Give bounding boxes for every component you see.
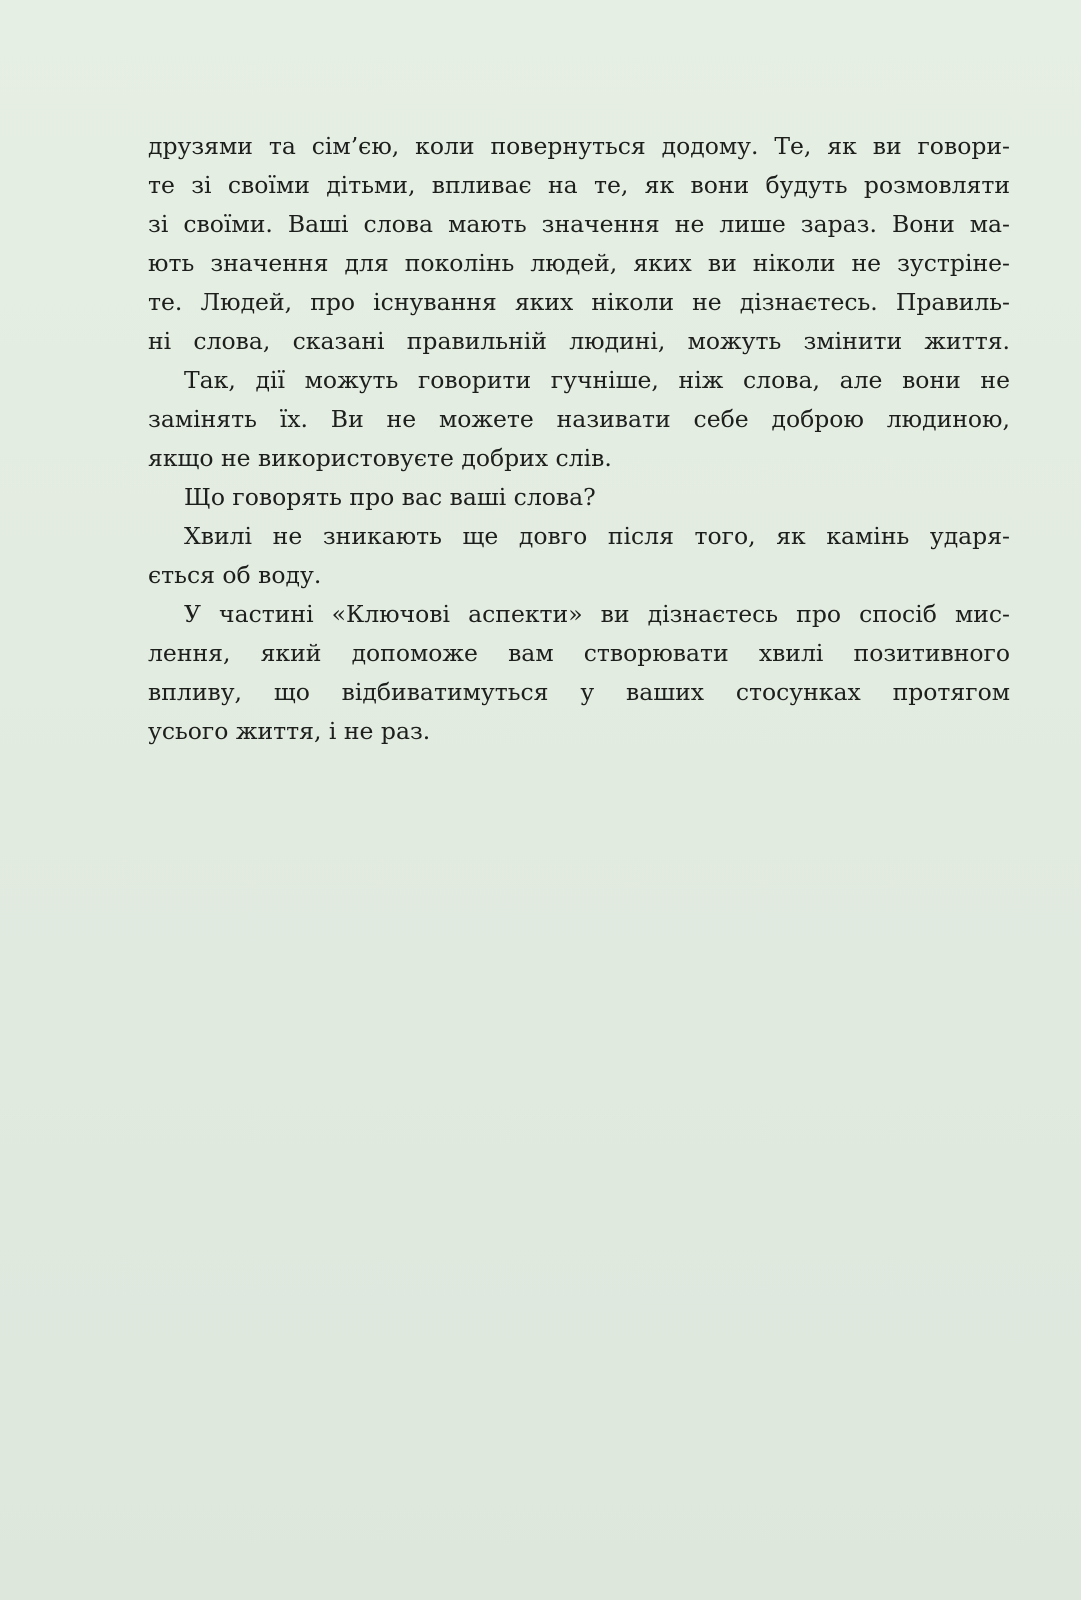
text-line: те зі своїми дітьми, впливає на те, як вони будуть розмовляти [148,171,1010,199]
text-line: Хвилі не зникають ще довго після того, як камінь ударя- [184,522,1010,550]
text-line: У частині «Ключові аспекти» ви дізнаєтесь про спосіб мис- [184,600,1010,628]
body-text [148,127,1010,751]
text-line: Що говорять про вас ваші слова? [184,483,596,511]
text-line: ні слова, сказані правильній людині, можуть змінити життя. [148,327,1010,355]
text-line: замінять їх. Ви не можете називати себе доброю людиною, [148,405,1010,433]
text-line: якщо не використовуєте добрих слів. [148,444,612,472]
text-line: друзями та сім’єю, коли повернуться додому. Те, як ви говори- [148,132,1010,160]
text-line: впливу, що відбиватимуться у ваших стосунках протягом [148,678,1010,706]
text-line: те. Людей, про існування яких ніколи не дізнаєтесь. Правиль- [148,288,1010,316]
text-line: Так, дії можуть говорити гучніше, ніж слова, але вони не [184,366,1010,394]
text-line: лення, який допоможе вам створювати хвилі позитивного [148,639,1010,667]
text-line: усього життя, і не раз. [148,717,431,745]
text-line: ють значення для поколінь людей, яких ви ніколи не зустріне- [148,249,1010,277]
text-line: зі своїми. Ваші слова мають значення не лише зараз. Вони ма- [148,210,1010,238]
text-line: ється об воду. [148,561,322,589]
